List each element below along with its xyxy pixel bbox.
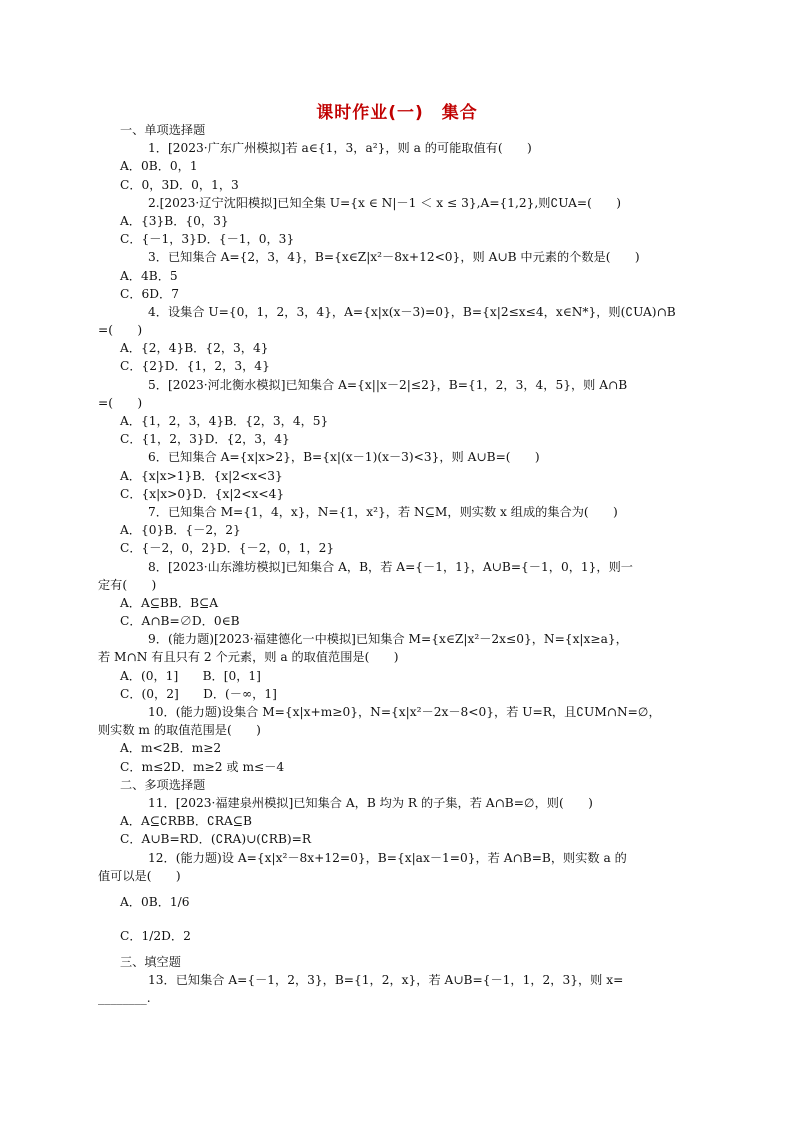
text-line: C．0，3D．0，1，3	[120, 177, 239, 192]
text-line: A．{1，2，3，4}B．{2，3，4，5}	[120, 414, 329, 428]
text-line: 三、填空题	[120, 954, 181, 969]
text-line: C．{x|x>0}D．{x|2<x<4}	[120, 486, 285, 501]
text-line: C．A∩B=∅D．0∈B	[120, 614, 240, 629]
text-line: A．{x|x>1}B．{x|2<x<3}	[120, 468, 283, 483]
text-line: 13．已知集合 A={－1，2，3}，B={1，2，x}，若 A∪B={－1，1，2，3}，则 x=	[148, 973, 624, 988]
text-line: 6．已知集合 A={x|x>2}，B={x|(x－1)(x－3)<3}，则 A∪B=( )	[148, 450, 540, 465]
text-line: 4．设集合 U={0，1，2，3，4}，A={x|x(x－3)=0}，B={x|2≤x≤4，x∈N*}，则(∁UA)∩B	[148, 304, 676, 319]
text-line: C．{1，2，3}D．{2，3，4}	[120, 432, 290, 447]
text-line: 11．[2023·福建泉州模拟]已知集合 A，B 均为 R 的子集，若 A∩B=∅，则( )	[148, 795, 593, 810]
text-line: C．A∪B=RD．(∁RA)∪(∁RB)=R	[120, 832, 312, 847]
text-line: A．(0，1] B．[0，1]	[120, 668, 261, 683]
text-line: ________.	[98, 991, 151, 1006]
text-line: A．0B．1/6	[120, 894, 190, 909]
text-line: C．{－1，3}D．{－1，0，3}	[120, 232, 295, 247]
text-line: 3．已知集合 A={2，3，4}，B={x∈Z|x²－8x+12<0}，则 A∪B 中元素的个数是( )	[148, 250, 640, 265]
text-line: A．m<2B．m≥2	[120, 741, 222, 756]
text-line: 值可以是( )	[98, 868, 181, 883]
text-line: A．{2，4}B．{2，3，4}	[120, 341, 269, 356]
text-line: A．A⊆BB．B⊆A	[120, 595, 219, 610]
text-line: 12．(能力题)设 A={x|x²－8x+12=0}，B={x|ax－1=0}，若 A∩B=B，则实数 a 的	[148, 850, 627, 865]
text-line: C．(0，2] D．(－∞，1]	[120, 686, 277, 701]
text-line: A．{0}B．{－2，2}	[120, 523, 241, 538]
text-line: C．6D．7	[120, 286, 179, 301]
text-line: A．{3}B．{0，3}	[120, 213, 229, 228]
text-line: A．4B．5	[120, 268, 178, 283]
text-line: 10．(能力题)设集合 M={x|x+m≥0}，N={x|x²－2x－8<0}，若 U=R，且∁UM∩N=∅，	[148, 705, 661, 719]
text-line: =( )	[98, 395, 143, 410]
text-line: 8．[2023·山东潍坊模拟]已知集合 A，B，若 A={－1，1}，A∪B={－1，0，1}，则一	[148, 559, 633, 574]
text-line: C．m≤2D．m≥2 或 m≤－4	[120, 759, 285, 774]
text-line: 若 M∩N 有且只有 2 个元素，则 a 的取值范围是( )	[98, 650, 399, 665]
question-list	[98, 121, 680, 1007]
text-line: A．A⊆∁RBB．∁RA⊆B	[120, 814, 252, 829]
page-title: 课时作业(一) 集合	[316, 103, 478, 123]
text-line: 二、多项选择题	[120, 777, 206, 792]
text-line: 2.[2023·辽宁沈阳模拟]已知全集 U={x ∈ N|－1 ＜ x ≤ 3},A={1,2},则∁UA=( )	[148, 195, 622, 210]
text-line: 5．[2023·河北衡水模拟]已知集合 A={x||x－2|≤2}，B={1，2，3，4，5}，则 A∩B	[148, 377, 628, 392]
text-line: 定有( )	[98, 577, 157, 592]
text-line: 则实数 m 的取值范围是( )	[98, 723, 261, 738]
text-line: =( )	[98, 323, 143, 338]
text-line: 7．已知集合 M={1，4，x}，N={1，x²}，若 N⊆M，则实数 x 组成的集合为( )	[148, 504, 618, 519]
text-line: 1．[2023·广东广州模拟]若 a∈{1，3，a²}，则 a 的可能取值有( )	[148, 141, 532, 156]
text-line: C．1/2D．2	[120, 928, 191, 943]
text-line: C．{－2，0，2}D．{－2，0，1，2}	[120, 541, 335, 556]
text-line: C．{2}D．{1，2，3，4}	[120, 359, 270, 374]
text-line: 一、单项选择题	[120, 123, 206, 137]
text-line: 9．(能力题)[2023·福建德化一中模拟]已知集合 M={x∈Z|x²－2x≤0}，N={x|x≥a}，	[148, 632, 628, 647]
text-line: A．0B．0，1	[120, 159, 198, 174]
